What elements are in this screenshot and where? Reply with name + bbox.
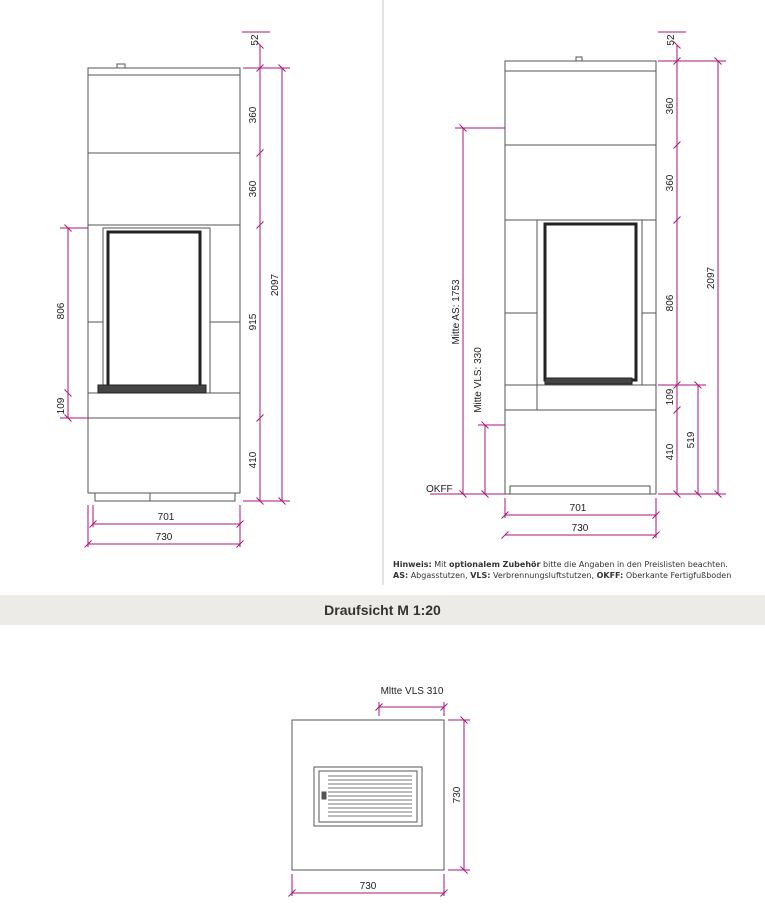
top-dim-730-depth: 730 [452,786,463,804]
note-vls-label: VLS: [470,571,491,580]
front-dim-410: 410 [248,451,259,469]
side-firebox-floor [545,378,632,384]
side-dim-109: 109 [665,388,676,406]
side-label-mitte-as: Mitte AS: 1753 [451,279,462,345]
note-vls-text: Verbrennungsluftstutzen, [490,571,597,580]
front-dim-109: 109 [56,397,67,415]
note-okff-text: Oberkante Fertigfußboden [623,571,732,580]
side-dim-2097: 2097 [706,266,717,290]
front-dim-806: 806 [56,302,67,320]
front-dim-360a: 360 [248,106,259,124]
top-dim-730-width: 730 [359,881,377,892]
top-view [292,720,444,870]
side-label-okff: OKFF [426,484,453,495]
side-dim-519: 519 [686,431,697,449]
front-top-knob [117,64,125,68]
front-plinth [95,493,235,501]
front-dim-730: 730 [155,532,173,543]
side-dim-806: 806 [665,294,676,312]
note-as-text: Abgasstutzen, [408,571,471,580]
section-band [0,595,765,625]
note-line-1 [393,559,763,570]
section-title: Draufsicht M 1:20 [324,602,441,618]
side-dim-410: 410 [665,443,676,461]
side-dim-730: 730 [571,523,589,534]
side-dim-360a: 360 [665,97,676,115]
top-label-mitte-vls: Mltte VLS 310 [380,686,444,697]
top-grille-handle [322,792,326,799]
note-line-2 [393,570,763,581]
side-view [505,57,656,494]
side-label-mitte-vls: Mitte VLS: 330 [473,347,484,413]
note-hinweis-bold: optionalem Zubehör [449,560,541,569]
note-hinweis-label: Hinweis: [393,560,432,569]
front-dim-360b: 360 [248,180,259,198]
side-dim-52: 52 [666,34,677,46]
front-dim-701: 701 [157,512,175,523]
note-hinweis-post: bitte die Angaben in den Preislisten beachten. [540,560,728,569]
note-as-label: AS: [393,571,409,580]
legend-note [393,559,763,581]
side-dim-701: 701 [569,503,587,514]
top-body-outline [292,720,444,870]
note-okff-label: OKFF: [596,571,624,580]
side-top-knob [576,57,582,61]
side-dim-360b: 360 [665,174,676,192]
front-dim-2097: 2097 [270,273,281,297]
front-view [88,64,240,501]
front-body-outline [88,68,240,493]
front-firebox-floor [98,385,206,393]
side-body-outline [505,61,656,494]
front-dim-52: 52 [250,34,261,46]
note-hinweis-pre: Mit [431,560,450,569]
front-dim-915: 915 [248,313,259,331]
